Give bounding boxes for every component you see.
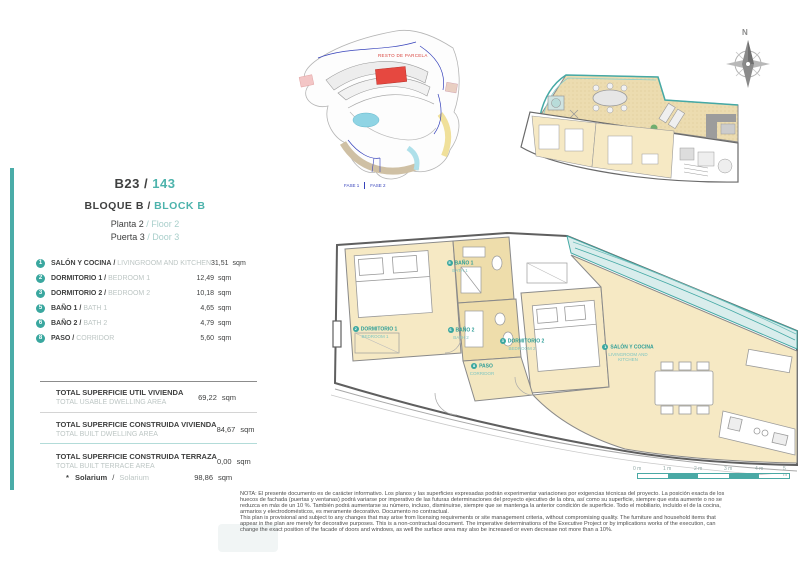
totals-divider-teal xyxy=(40,443,257,444)
total-area: 0,00 xyxy=(216,456,232,466)
total-area-unit: sqm xyxy=(240,424,255,434)
room-label: BAÑO 1 / BATH 1 xyxy=(51,305,108,312)
room-area: 31,51 xyxy=(211,260,229,267)
plan-label-corridor: 8 PASO CORRIDOR xyxy=(469,363,495,377)
room-area-unit: sqm xyxy=(218,290,232,297)
scale-bar-segments xyxy=(637,473,790,479)
fase2-label: FASE 2 xyxy=(370,183,386,188)
floor-es: Planta 2 xyxy=(110,219,144,229)
room-area: 4,79 xyxy=(200,320,214,327)
room-area: 4,65 xyxy=(200,305,214,312)
unit-header xyxy=(40,176,250,242)
dining-set xyxy=(655,362,713,414)
scale-bar xyxy=(633,466,790,479)
room-label: SALÓN Y COCINA / LIVINGROOM AND KITCHEN xyxy=(51,260,212,267)
unit-title-sep: / xyxy=(144,176,149,191)
room-area-unit: sqm xyxy=(218,305,232,312)
block-en: BLOCK B xyxy=(154,200,206,212)
room-area: 10,18 xyxy=(196,290,214,297)
room-row-salon xyxy=(36,256,246,271)
room-area: 12,49 xyxy=(196,275,214,282)
disclaimer-line: NOTA: El presente documento es de carácter informativo. Los planos y las superficies expresadas podrán experimentar variaciones por exigencias técnicas del proyecto. La posición exacta de los xyxy=(240,491,725,497)
room-number-badge: 2 xyxy=(36,274,45,283)
door-en: Door 3 xyxy=(152,232,180,242)
room-row-dorm2 xyxy=(36,286,242,301)
plan-label-bedroom2: 3 DORMITORIO 2 BEDROOM 2 xyxy=(501,338,545,352)
total-area: 84,67 xyxy=(216,424,236,434)
disclaimer-line: reduzca en más de un 10 %. También podrá aumentarse su número, incluso, disminuirse, siempre que se mantenga la anterior condición de superficie. Todo el mobiliario, incluido el de la cocina, xyxy=(240,503,721,509)
door-sep: / xyxy=(147,232,150,242)
scale-segment xyxy=(698,474,728,478)
scale-tick-label: 0 m xyxy=(633,466,642,472)
plan-label-bath1: 5 BAÑO 1 BATH 1 xyxy=(448,260,474,274)
unit-title xyxy=(40,176,250,191)
room-row-dorm1 xyxy=(36,271,242,286)
room-label: DORMITORIO 2 / BEDROOM 2 xyxy=(51,290,151,297)
room-number-badge: 6 xyxy=(36,319,45,328)
fase-divider xyxy=(364,182,365,189)
door-es: Puerta 3 xyxy=(110,232,145,242)
scale-tick-label: 3 m xyxy=(724,466,733,472)
pool xyxy=(353,113,379,127)
total-terrace-row xyxy=(56,452,251,470)
door-line xyxy=(40,232,250,242)
disclaimer-line: huecos de fachada (puertas y ventanas) podrá variarse por imperativo de las futuras determinaciones del proyecto ejecutivo de la obra, así como su superficie, siempre que esta aumente o no se xyxy=(240,497,722,503)
room-area-unit: sqm xyxy=(218,275,232,282)
jacuzzi-bowl xyxy=(552,99,561,108)
total-area: 69,22 xyxy=(198,392,217,402)
room-label: PASO / CORRIDOR xyxy=(51,335,115,342)
pink-area-right xyxy=(445,82,457,93)
scale-segment xyxy=(759,474,789,478)
total-usable-row xyxy=(56,388,242,406)
totals-divider xyxy=(40,412,257,413)
plan-label-bedroom1: 2 DORMITORIO 1 BEDROOM 1 xyxy=(354,326,398,340)
unit-number: 143 xyxy=(152,176,176,191)
room-area-unit: sqm xyxy=(218,320,232,327)
scale-tick-label: 4 m xyxy=(755,466,764,472)
room-row-paso xyxy=(36,331,242,346)
scale-tick-label: 1 m xyxy=(663,466,672,472)
room-row-bath1 xyxy=(36,301,242,316)
floor-en: Floor 2 xyxy=(151,219,180,229)
solarium-label: * Solarium / Solarium xyxy=(66,473,149,482)
scale-tick-label: 5 m xyxy=(783,466,788,478)
room-area: 5,60 xyxy=(200,335,214,342)
legal-disclaimer xyxy=(240,491,797,533)
room-label: DORMITORIO 1 / BEDROOM 1 xyxy=(51,275,151,282)
solarium-overview-plan xyxy=(508,70,748,235)
scale-segment xyxy=(638,474,668,478)
block-title xyxy=(40,200,250,212)
bed2 xyxy=(532,300,600,371)
room-row-bath2 xyxy=(36,316,242,331)
room-number-badge: 8 xyxy=(36,334,45,343)
plan-label-bath2: 6 BAÑO 2 BATH 2 xyxy=(449,327,475,341)
fase-label xyxy=(344,182,386,189)
block-sep: / xyxy=(147,200,151,212)
solarium-row xyxy=(66,473,242,482)
total-built-row xyxy=(56,420,255,438)
solarium-area-unit: sqm xyxy=(218,473,233,482)
totals-divider xyxy=(40,381,257,382)
left-accent-bar xyxy=(10,168,14,490)
plan-label-living-kitchen: 1 SALÓN Y COCINA LIVINGROOM AND KITCHEN xyxy=(604,344,654,363)
total-label: TOTAL SUPERFICIE UTIL VIVIENDA TOTAL USABLE DWELLING AREA xyxy=(56,388,184,406)
total-label: TOTAL SUPERFICIE CONSTRUIDA TERRAZA TOTAL BUILT TERRACE AREA xyxy=(56,452,217,470)
solarium-area: 98,86 xyxy=(194,473,213,482)
scale-tick-label: 2 m xyxy=(694,466,703,472)
room-label: BAÑO 2 / BATH 2 xyxy=(51,320,108,327)
total-label: TOTAL SUPERFICIE CONSTRUIDA VIVIENDA TOTAL BUILT DWELLING AREA xyxy=(56,420,217,438)
resto-de-parcela-label: RESTO DE PARCELA xyxy=(378,53,428,58)
terrace-dining-table xyxy=(593,90,627,106)
scale-segment xyxy=(729,474,759,478)
unit-code: B23 xyxy=(114,176,140,191)
disclaimer-line: This plan is provisional and subject to any changes that may arise from licensing requirements or site management criteria, without compromising quality. The furniture and household items that xyxy=(240,515,716,521)
room-number-badge: 3 xyxy=(36,289,45,298)
block-es: BLOQUE B xyxy=(84,200,144,212)
room-area-unit: sqm xyxy=(218,335,232,342)
scale-segment xyxy=(668,474,698,478)
room-number-badge: 1 xyxy=(36,259,45,268)
disclaimer-line: armarios y electrodomésticos, es meramente decorativo. Documento no contractual. xyxy=(240,509,449,515)
total-area-unit: sqm xyxy=(221,392,237,402)
floor-line xyxy=(40,219,250,229)
compass-north-label: N xyxy=(742,28,748,37)
room-area-unit: sqm xyxy=(232,260,246,267)
highlighted-block xyxy=(375,66,406,84)
disclaimer-line: appear in the plan are merely for decorative purposes. This is a non-contractual document. The imperative determinations of the Executive Project or by implications works of the execution, can xyxy=(240,521,716,527)
disclaimer-line: change the exact position of the facade of doors and windows, as well the surface area may also be increased or even decrease not more than a 10%. xyxy=(240,527,613,533)
floor-sep: / xyxy=(146,219,149,229)
room-number-badge: 5 xyxy=(36,304,45,313)
bed1 xyxy=(354,251,432,318)
total-area-unit: sqm xyxy=(236,456,251,466)
fase1-label: FASE 1 xyxy=(344,183,360,188)
